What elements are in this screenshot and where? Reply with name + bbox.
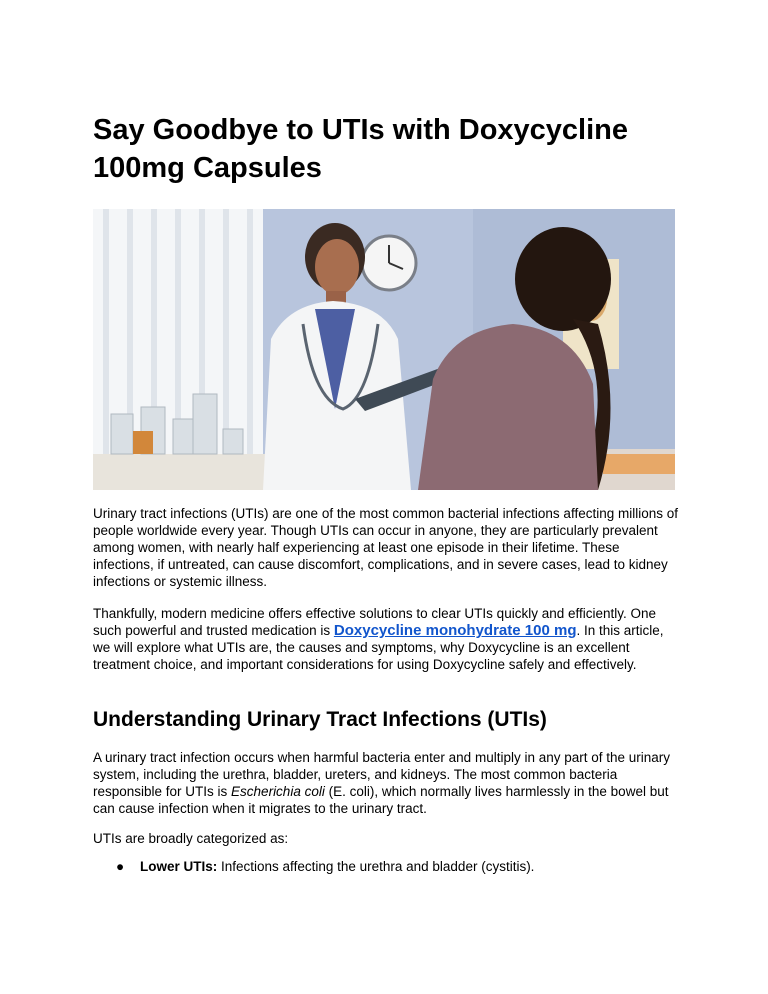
doxycycline-link[interactable]: Doxycycline monohydrate 100 mg bbox=[333, 622, 577, 639]
treatment-paragraph bbox=[93, 605, 683, 673]
list-item-text: Infections affecting the urethra and bladder (cystitis). bbox=[217, 859, 535, 874]
paragraph-text: (E. coli), which normally lives harmlessly in the bowel but can cause infection when it migrates to the urinary tract. bbox=[93, 784, 669, 816]
paragraph-text: Thankfully, modern medicine offers effective solutions to clear UTIs quickly and efficiently. One such powerful and trusted medication is bbox=[93, 606, 657, 638]
categories-intro: UTIs are broadly categorized as: bbox=[93, 831, 289, 846]
paragraph-text: A urinary tract infection occurs when harmful bacteria enter and multiply in any part of the urinary system, including the urethra, bladder, ureters, and kidneys. The most common bacteria responsible for UTIs is bbox=[93, 750, 671, 799]
paragraph-text: . In this article, we will explore what UTIs are, the causes and symptoms, why Doxycycline is an excellent treatment choice, and important considerations for using Doxycycline safely and effectively. bbox=[93, 623, 664, 672]
bacteria-name: Escherichia coli bbox=[231, 784, 325, 799]
section-heading: Understanding Urinary Tract Infections (UTIs) bbox=[93, 708, 547, 731]
hero-image bbox=[93, 209, 675, 490]
bullet-icon: ● bbox=[116, 859, 125, 874]
definition-paragraph bbox=[93, 749, 683, 817]
page-title: Say Goodbye to UTIs with Doxycycline 100mg Capsules bbox=[93, 114, 629, 184]
uti-category-list bbox=[93, 858, 683, 875]
list-item bbox=[93, 858, 683, 875]
intro-paragraph: Urinary tract infections (UTIs) are one of the most common bacterial infections affecting millions of people worldwide every year. Though UTIs can occur in anyone, they are particularly prevalent among women, with nearly half experiencing at least one episode in their lifetime. These infections, if untreated, can cause discomfort, complications, and in severe cases, lead to kidney infections or systemic illness. bbox=[93, 506, 678, 589]
list-item-label: Lower UTIs: bbox=[140, 859, 218, 874]
